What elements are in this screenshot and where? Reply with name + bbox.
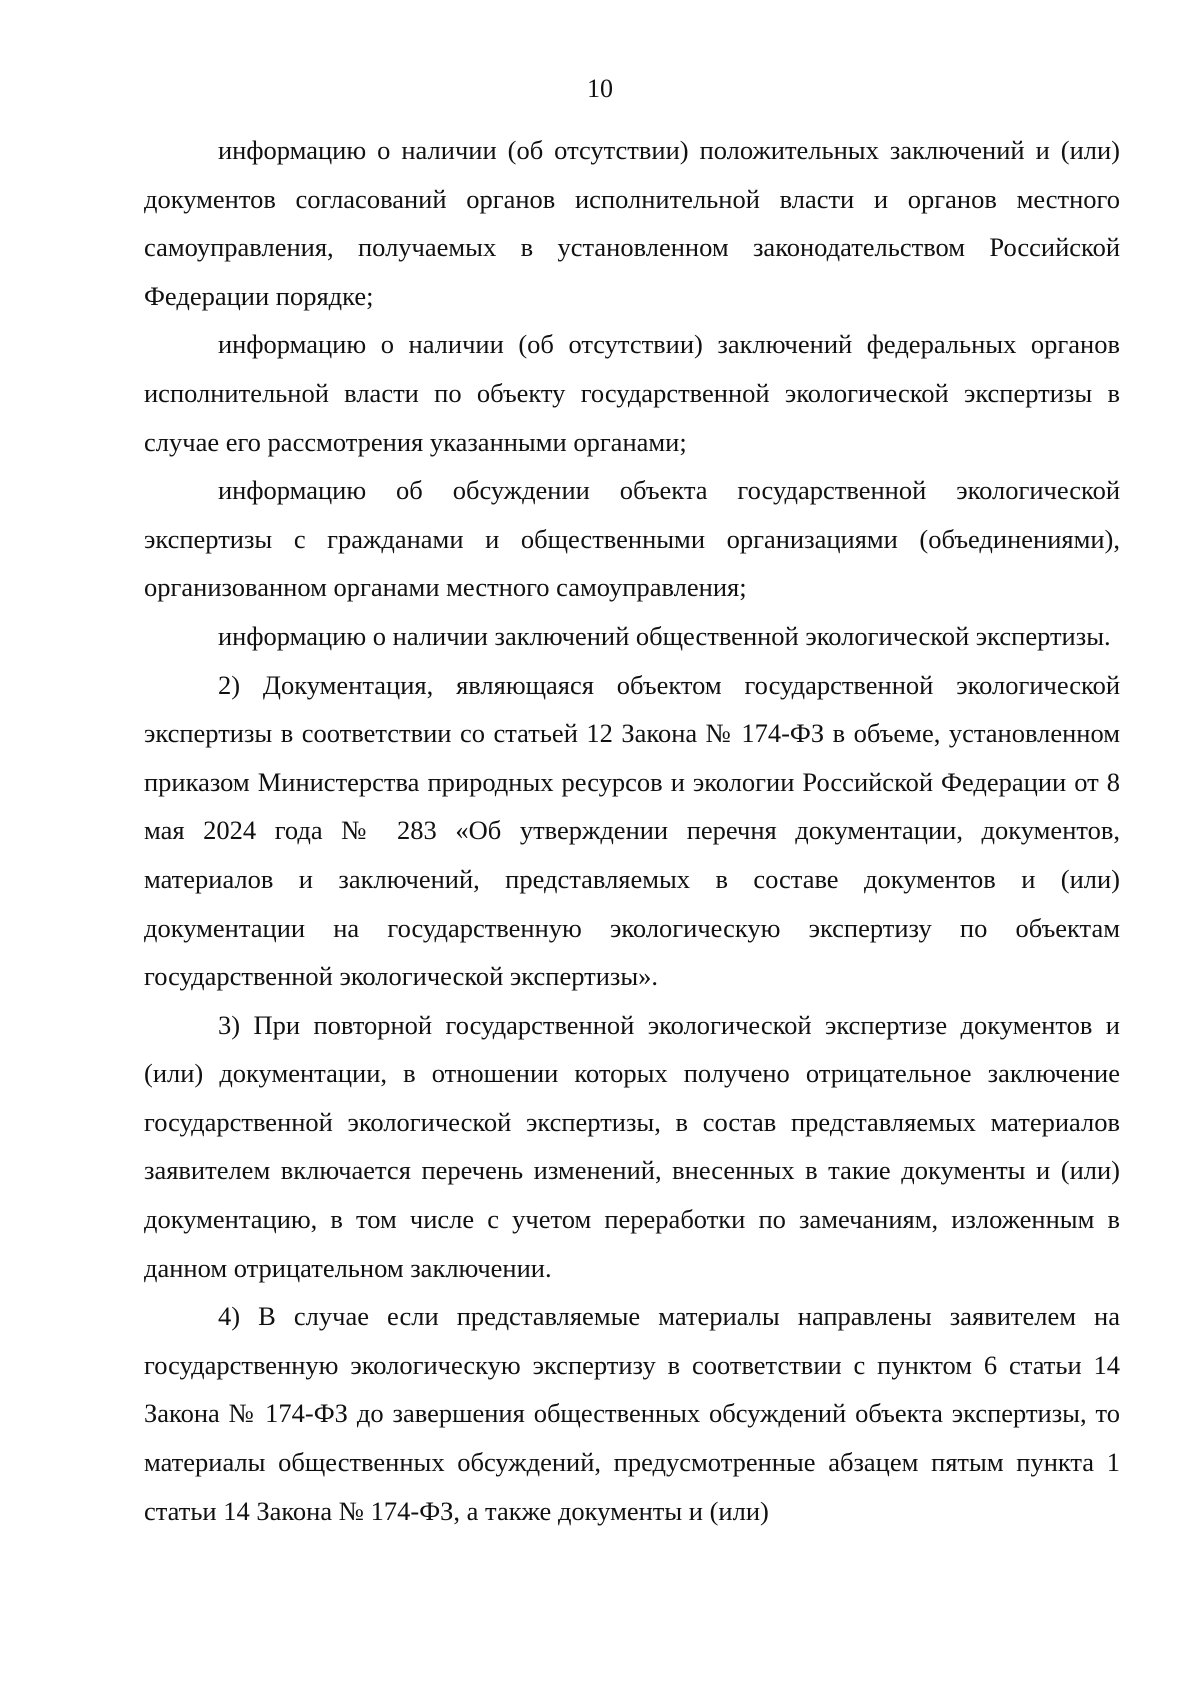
page-body: [144, 126, 1120, 1535]
paragraph-item-3-repeat-expertise: 3) При повторной государственной экологической экспертизе документов и (или) документации, в отношении которых получено отрицательное заключение государственной экологической экспертизы, в состав представляемых материалов заявителем включается перечень изменений, внесенных в такие документы и (или) документацию, в том числе с учетом переработки по замечаниям, изложенным в данном отрицательном заключении.: [144, 1009, 1120, 1283]
paragraph-approvals-info: информацию о наличии (об отсутствии) положительных заключений и (или) документов согласований органов исполнительной власти и органов местного самоуправления, получаемых в установленном законодательством Российской Федерации порядке;: [144, 135, 1120, 311]
paragraph-public-discussion-info: информацию об обсуждении объекта государственной экологической экспертизы с гражданами и общественными организациями (объединениями), организованном органами местного самоуправления;: [144, 475, 1120, 603]
paragraph-item-2-documentation: 2) Документация, являющаяся объектом государственной экологической экспертизы в соответствии со статьей 12 Закона № 174-ФЗ в объеме, установленном приказом Министерства природных ресурсов и экологии Российской Федерации от 8 мая 2024 года № 283 «Об утверждении перечня документации, документов, материалов и заключений, представляемых в составе документов и (или) документации на государственную экологическую экспертизу по объектам государственной экологической экспертизы».: [144, 669, 1120, 992]
page-number: 10: [587, 74, 613, 103]
paragraph-federal-conclusions-info: информацию о наличии (об отсутствии) заключений федеральных органов исполнительной власти по объекту государственной экологической экспертизы в случае его рассмотрения указанными органами;: [144, 329, 1120, 457]
paragraph-item-4-public-discussions: 4) В случае если представляемые материалы направлены заявителем на государственную экологическую экспертизу в соответствии с пунктом 6 статьи 14 Закона № 174-ФЗ до завершения общественных обсуждений объекта экспертизы, то материалы общественных обсуждений, предусмотренные абзацем пятым пункта 1 статьи 14 Закона № 174-ФЗ, а также документы и (или): [144, 1301, 1120, 1526]
paragraph-public-expertise-info: информацию о наличии заключений общественной экологической экспертизы.: [218, 620, 1111, 651]
